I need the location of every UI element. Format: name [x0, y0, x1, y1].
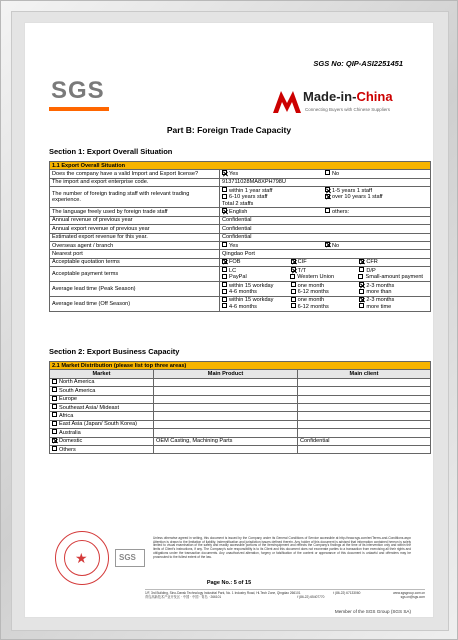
sgs-logo: [47, 71, 111, 115]
row-label: Does the company have a valid Import and Export license?: [50, 170, 220, 178]
col-main-product: Main Product: [154, 370, 298, 378]
option-label: Western Union: [297, 274, 335, 281]
website: www.sgsgroup.com.cn: [393, 591, 425, 595]
option-row: [222, 194, 428, 200]
product-cell: [154, 378, 298, 386]
checked-box-icon: [325, 242, 330, 247]
empty-box-icon: [325, 208, 330, 213]
option-label: 4-6 months: [229, 303, 257, 310]
market-label: North America: [59, 379, 95, 386]
option-label: one month: [297, 297, 325, 304]
empty-box-icon: [290, 274, 295, 279]
client-cell: [298, 412, 431, 420]
empty-box-icon: [52, 421, 57, 426]
empty-box-icon: [222, 187, 227, 192]
table-row: [50, 267, 431, 282]
empty-box-icon: [222, 267, 227, 272]
export-situation-table: [49, 161, 431, 312]
option-label: CFR: [366, 259, 378, 266]
empty-box-icon: [359, 303, 364, 308]
checked-box-icon: [222, 208, 227, 213]
table-row: [50, 437, 431, 445]
checkbox-option: [222, 171, 320, 177]
product-cell: [154, 412, 298, 420]
option-label: one month: [297, 282, 325, 289]
checked-box-icon: [359, 297, 364, 302]
market-cell: [50, 387, 154, 395]
market-label: Southeast Asia/ Mideast: [59, 404, 120, 411]
checkbox-option: [222, 289, 286, 295]
sgs-logo-bar: [49, 107, 109, 111]
email: sgs.cn@sgs.com: [400, 595, 425, 599]
row-value: [220, 267, 431, 282]
table-row: [50, 242, 431, 250]
empty-box-icon: [222, 282, 227, 287]
row-label: Acceptable payment terms: [50, 267, 220, 282]
checkbox-option: [291, 259, 355, 265]
option-label: within 15 workday: [229, 282, 274, 289]
market-cell: [50, 378, 154, 386]
checkbox-option: [325, 194, 423, 200]
option-label: 6-12 months: [297, 303, 329, 310]
market-cell: [50, 395, 154, 403]
table-row: [50, 378, 431, 386]
product-cell: [154, 404, 298, 412]
table-row: [50, 208, 431, 216]
empty-box-icon: [325, 170, 330, 175]
checked-box-icon: [222, 170, 227, 175]
option-label: others:: [332, 208, 350, 215]
market-cell: [50, 412, 154, 420]
empty-box-icon: [359, 289, 364, 294]
checkbox-option: [359, 289, 423, 295]
market-distribution-header: 2.1 Market Distribution (please list top three areas): [50, 362, 431, 370]
empty-box-icon: [52, 412, 57, 417]
option-label: LC: [229, 267, 237, 274]
empty-box-icon: [52, 379, 57, 384]
checkbox-option: [290, 274, 353, 280]
product-cell: [154, 420, 298, 428]
empty-box-icon: [358, 274, 363, 279]
option-label: within 1 year staff: [229, 187, 273, 194]
option-label: 2-3 months: [366, 297, 395, 304]
row-label: Average lead time (Peak Season): [50, 282, 220, 297]
table-row: [50, 170, 431, 178]
section1-title: Section 1: Export Overall Situation: [49, 147, 173, 156]
empty-box-icon: [222, 303, 227, 308]
checkbox-option: [222, 259, 286, 265]
product-cell: [154, 429, 298, 437]
market-label: Domestic: [59, 438, 83, 445]
checked-box-icon: [359, 259, 364, 264]
checked-box-icon: [222, 259, 227, 264]
checkbox-option: [222, 243, 320, 249]
empty-box-icon: [52, 404, 57, 409]
option-row: [222, 259, 428, 265]
table-row: [50, 187, 431, 208]
disclaimer-text: Unless otherwise agreed in writing, this document is issued by the Company under its General Conditions of Service accessible at http://www.sgs.com/en/Terms-and-Conditions.aspx Attention is drawn to the limitation of liability, indemnification and jurisdiction issues defined therein. Any holder of this document is advised that information contained hereon is solely limited to visual examination of the safely and readily accessible portions of the item/equipment and reflects the Company's findings at the time of its intervention only and within the limits of Client's instructions, if any. The Company's sole responsibility is to its Client and this document does not exonerate parties to a transaction from exercising all their rights and obligations under the transaction documents. Any unauthorized alteration, forgery or falsification of the content or appearance of this document is unlawful and offenders may be prosecuted to the fullest extent of the law.: [153, 536, 411, 559]
row-value: [220, 208, 431, 216]
empty-box-icon: [291, 297, 296, 302]
product-cell: [154, 387, 298, 395]
row-value: [220, 242, 431, 250]
empty-box-icon: [52, 396, 57, 401]
option-row: [222, 209, 428, 215]
fax: f (86-22) 65407770: [297, 595, 325, 599]
client-cell: [298, 378, 431, 386]
row-value: Qingdao Port: [220, 250, 431, 258]
part-title: Part B: Foreign Trade Capacity: [166, 125, 292, 135]
empty-box-icon: [291, 282, 296, 287]
client-cell: [298, 420, 431, 428]
checked-box-icon: [325, 187, 330, 192]
option-label: No: [332, 242, 340, 249]
option-label: No: [332, 170, 340, 177]
table-row: [50, 233, 431, 241]
row-label: Acceptable quotation terms: [50, 258, 220, 266]
checkbox-option: [222, 194, 320, 200]
option-label: FOB: [229, 259, 241, 266]
checkbox-option: [325, 171, 423, 177]
checkbox-option: [222, 209, 320, 215]
export-situation-header: 1.1 Export Overall Situation: [50, 162, 431, 170]
option-label: CIF: [297, 259, 307, 266]
col-main-client: Main client: [298, 370, 431, 378]
empty-box-icon: [222, 289, 227, 294]
option-label: 4-6 months: [229, 289, 257, 295]
row-label: Annual export revenue of previous year: [50, 225, 220, 233]
empty-box-icon: [52, 387, 57, 392]
table-row: [50, 395, 431, 403]
market-label: Europe: [59, 396, 78, 403]
row-label: The import and export enterprise code.: [50, 178, 220, 186]
checked-box-icon: [291, 259, 296, 264]
checkbox-option: [291, 304, 355, 310]
option-label: Yes: [229, 242, 239, 249]
client-cell: [298, 387, 431, 395]
option-label: more time: [366, 303, 392, 310]
checked-box-icon: [359, 282, 364, 287]
table-row: [50, 429, 431, 437]
table-row: [50, 258, 431, 266]
sgs-accreditation-logo: SGS: [115, 549, 145, 567]
row-label: The number of foreign trading staff with relevant trading experience.: [50, 187, 220, 208]
option-label: 2-3 months: [366, 282, 395, 289]
col-market: Market: [50, 370, 154, 378]
option-label: within 15 workday: [229, 297, 274, 304]
document-page: [24, 22, 434, 618]
product-cell: OEM Casting, Machining Parts: [154, 437, 298, 445]
row-label: Nearest port: [50, 250, 220, 258]
table-row: [50, 216, 431, 224]
market-cell: [50, 446, 154, 454]
checkbox-option: [358, 274, 423, 280]
option-label: D/P: [366, 267, 376, 274]
market-cell: [50, 420, 154, 428]
option-label: PayPal: [229, 274, 247, 281]
market-distribution-table: [49, 361, 431, 454]
market-cell: [50, 437, 154, 445]
table-row: [50, 250, 431, 258]
client-cell: [298, 446, 431, 454]
empty-box-icon: [222, 297, 227, 302]
table-row: [50, 225, 431, 233]
market-label: Australia: [59, 429, 81, 436]
company-seal: [55, 531, 109, 585]
client-cell: [298, 395, 431, 403]
checked-box-icon: [291, 267, 296, 272]
option-row: [222, 274, 428, 280]
checkbox-option: [359, 304, 423, 310]
checkbox-option: [222, 274, 285, 280]
empty-box-icon: [222, 274, 227, 279]
market-label: Africa: [59, 412, 74, 419]
table-row: [50, 178, 431, 186]
empty-box-icon: [359, 267, 364, 272]
made-in-china-logo: [271, 83, 434, 121]
option-label: 6-12 months: [297, 289, 329, 295]
table-row: [50, 387, 431, 395]
address-line-2: 青岛高新技术产业开发区 · 中国 · 中国 · 青岛 · 266101: [145, 595, 222, 599]
option-row: [222, 243, 428, 249]
market-cell: [50, 404, 154, 412]
row-label: Estimated export revenue for this year.: [50, 233, 220, 241]
address-line-1: 1/F, 3rd Building, Sino-Dansk Technology Industrial Park, No. 1 Industry Road, Hi-Tech Zone, Qingdao 266101: [145, 591, 301, 595]
table-row: [50, 420, 431, 428]
empty-box-icon: [222, 242, 227, 247]
market-label: South America: [59, 387, 96, 394]
option-row: [222, 289, 428, 295]
checked-box-icon: [52, 438, 57, 443]
table-row: [50, 296, 431, 311]
row-value: Confidential: [220, 216, 431, 224]
row-value: Confidential: [220, 225, 431, 233]
option-label: Small-amount payment: [365, 274, 423, 281]
market-cell: [50, 429, 154, 437]
checked-box-icon: [325, 194, 330, 199]
made-in-china-name: Made-in-China: [303, 89, 393, 104]
checkbox-option: [291, 289, 355, 295]
page-number: Page No.: 5 of 15: [206, 580, 252, 586]
address-block: [145, 589, 425, 599]
section2-title: Section 2: Export Business Capacity: [49, 347, 180, 356]
empty-box-icon: [52, 429, 57, 434]
member-text: Member of the SGS Group (SGS SA): [334, 609, 411, 614]
row-label: The language freely used by foreign trade staff: [50, 208, 220, 216]
option-label: 1-5 years 1 staff: [332, 187, 373, 194]
product-cell: [154, 395, 298, 403]
row-extra: Total 2 staffs: [222, 200, 254, 207]
option-label: 6-10 years staff: [229, 194, 268, 201]
row-value: [220, 282, 431, 297]
empty-box-icon: [222, 194, 227, 199]
row-value: [220, 258, 431, 266]
row-value: [220, 170, 431, 178]
option-label: over 10 years 1 staff: [332, 194, 383, 201]
sgs-number: SGS No: QIP-ASI2251451: [313, 59, 403, 68]
checkbox-option: [359, 259, 423, 265]
row-label: Overseas agent / branch: [50, 242, 220, 250]
checkbox-option: [325, 243, 423, 249]
market-label: Others: [59, 446, 76, 453]
option-label: T/T: [297, 267, 307, 274]
option-row: [222, 171, 428, 177]
row-value: [220, 187, 431, 208]
empty-box-icon: [291, 289, 296, 294]
client-cell: [298, 429, 431, 437]
checkbox-option: [325, 209, 423, 215]
market-label: East Asia (Japan/ South Korea): [59, 421, 138, 428]
empty-box-icon: [52, 446, 57, 451]
seal-star-icon: ★: [75, 550, 88, 566]
client-cell: [298, 404, 431, 412]
client-cell: Confidential: [298, 437, 431, 445]
row-label: Average lead time (Off Season): [50, 296, 220, 311]
product-cell: [154, 446, 298, 454]
table-row: [50, 282, 431, 297]
option-label: English: [229, 208, 248, 215]
option-label: Yes: [229, 170, 239, 177]
empty-box-icon: [291, 303, 296, 308]
option-row: [222, 304, 428, 310]
made-in-china-icon: [271, 85, 303, 117]
row-value: [220, 296, 431, 311]
sgs-logo-text: SGS: [51, 77, 105, 104]
option-label: more than: [366, 289, 392, 295]
row-value: Confidential: [220, 233, 431, 241]
table-row: [50, 404, 431, 412]
phone: t (86-22) 67133060: [333, 591, 361, 595]
table-row: [50, 412, 431, 420]
table-row: [50, 446, 431, 454]
made-in-china-tagline: Connecting Buyers with Chinese Suppliers: [305, 107, 391, 112]
checkbox-option: [222, 304, 286, 310]
row-label: Annual revenue of previous year: [50, 216, 220, 224]
row-value: 913711028MA8XPH798U: [220, 178, 431, 186]
